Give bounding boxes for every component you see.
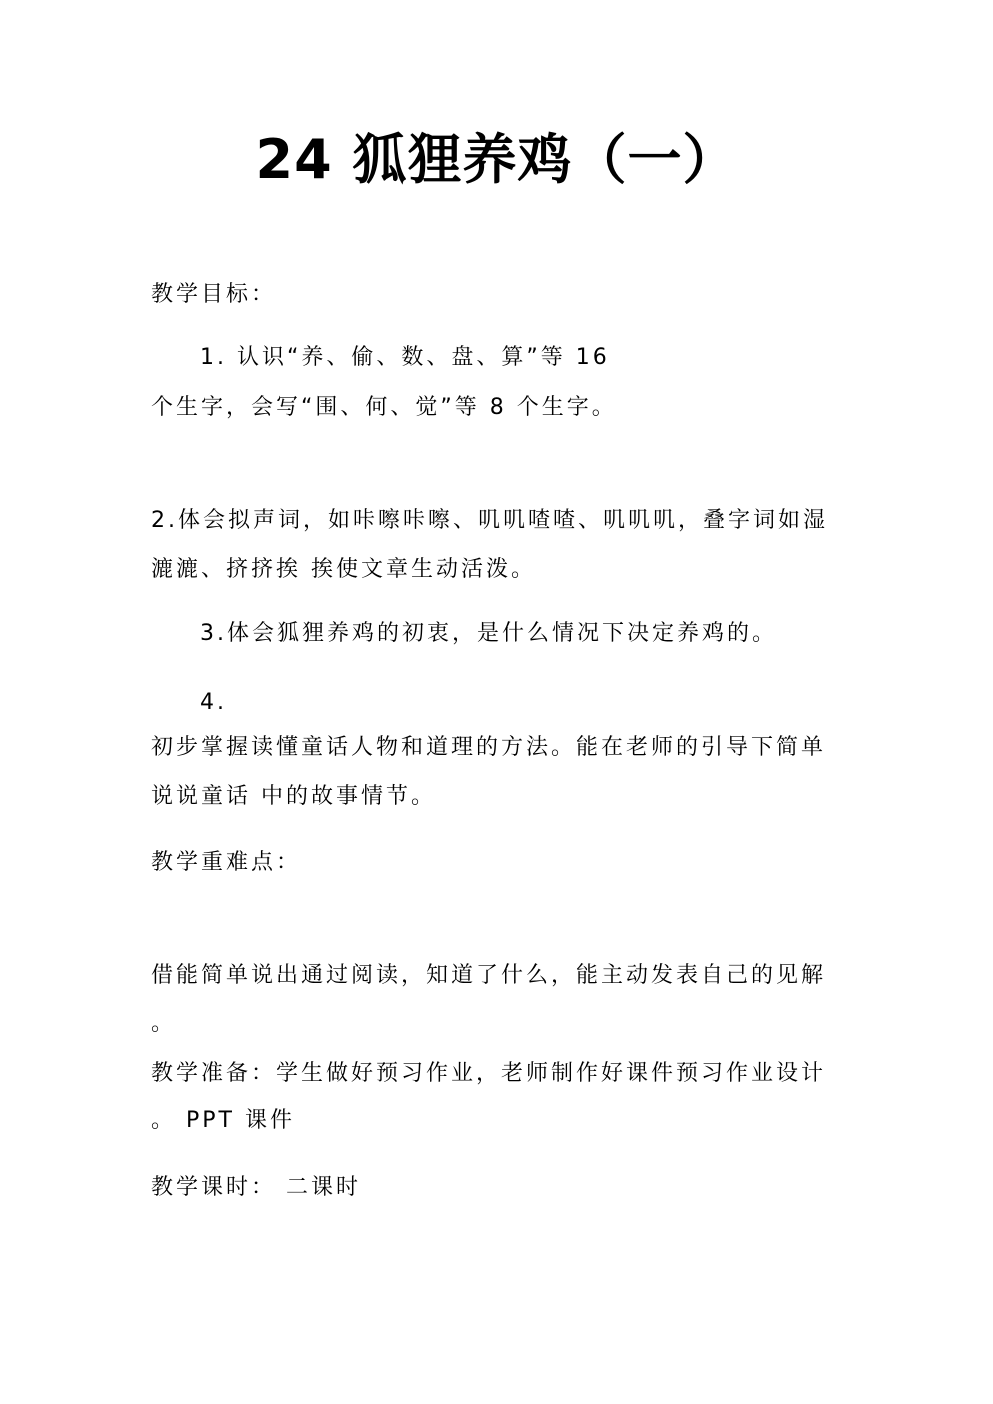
key-points-heading: 教学重难点： [151, 850, 302, 875]
goal-1-line-1: 1. 认识“养、偷、数、盘、算”等 16 [200, 345, 610, 370]
document-title: 24 狐狸养鸡（一） [255, 128, 738, 191]
goal-2-line-1: 2.体会拟声词，如咔嚓咔嚓、叽叽喳喳、叽叽叽，叠字词如湿 [151, 508, 828, 533]
goal-3: 3.体会狐狸养鸡的初衷，是什么情况下决定养鸡的。 [200, 621, 777, 646]
goal-2-line-2: 漉漉、挤挤挨 挨使文章生动活泼。 [151, 557, 536, 582]
key-points-line-2: 。 [151, 1011, 177, 1036]
class-hours: 教学课时： 二课时 [151, 1175, 361, 1200]
goal-4-number: 4. [200, 690, 227, 715]
goal-1-line-2: 个生字，会写“围、何、觉”等 8 个生字。 [151, 395, 617, 420]
preparation-line-1: 教学准备：学生做好预习作业，老师制作好课件预习作业设计 [151, 1061, 827, 1086]
goals-heading: 教学目标： [151, 282, 277, 307]
preparation-line-2: 。 PPT 课件 [151, 1108, 295, 1133]
goal-4-line-2: 说说童话 中的故事情节。 [151, 784, 436, 809]
goal-4-line-1: 初步掌握读懂童话人物和道理的方法。能在老师的引导下简单 [151, 735, 827, 760]
key-points-line-1: 借能简单说出通过阅读，知道了什么，能主动发表自己的见解 [151, 963, 827, 988]
